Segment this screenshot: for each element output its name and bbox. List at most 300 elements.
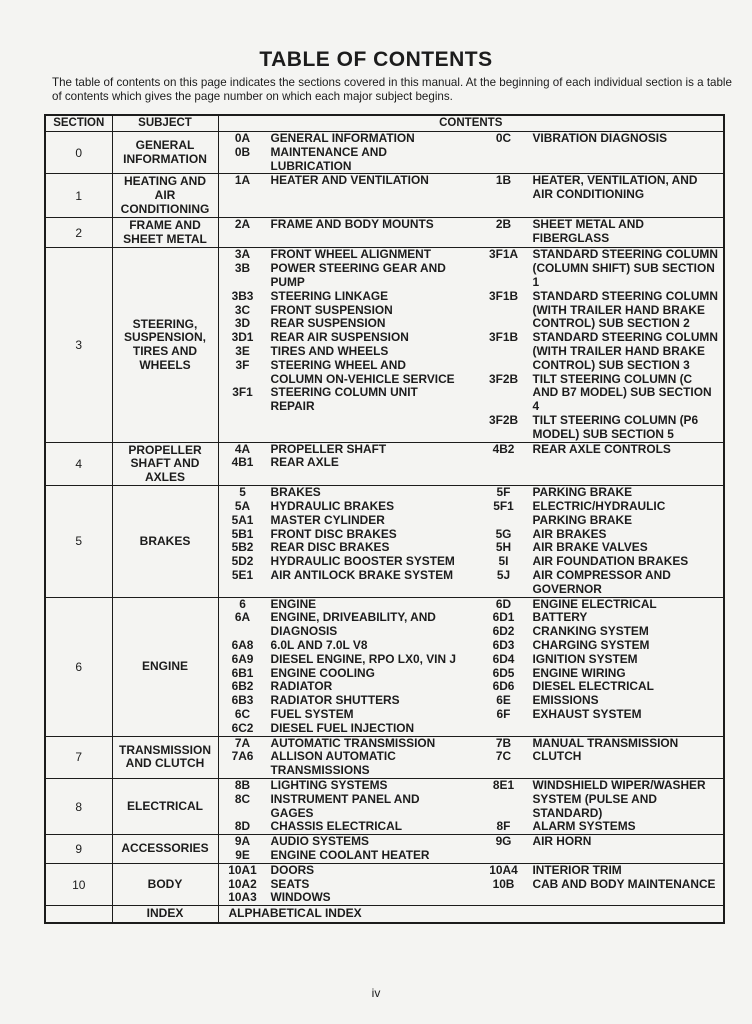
left-code: 3B3 <box>231 288 254 303</box>
right-code: 6D3 <box>492 638 515 653</box>
right-code: 8F <box>496 819 511 834</box>
intro-paragraph: The table of contents on this page indicates the sections covered in this manual. At the beginning of each individual section is a table of contents which gives the page number on which each major subject begins. <box>52 76 732 103</box>
section-row <box>45 779 724 835</box>
left-title: PUMP <box>270 274 305 289</box>
left-code: 8B <box>234 778 251 793</box>
left-code: 4B1 <box>231 455 254 470</box>
left-title <box>267 414 477 428</box>
left-code: 3D <box>234 316 251 331</box>
contents-line <box>219 146 724 160</box>
left-code: 6B3 <box>231 693 254 708</box>
section-subject: FRAME AND SHEET METAL <box>112 218 218 248</box>
contents-line <box>219 891 724 905</box>
section-number: 8 <box>45 779 112 835</box>
right-code: 0C <box>495 131 512 145</box>
right-code: 3F2B <box>488 412 519 427</box>
right-code: 6D2 <box>492 624 515 639</box>
section-row <box>45 442 724 486</box>
right-code <box>477 849 531 863</box>
left-code: 10A3 <box>228 890 257 905</box>
right-title <box>531 146 724 160</box>
section-row <box>45 597 724 736</box>
contents-line <box>219 304 724 318</box>
left-code: 3A <box>234 247 251 262</box>
contents-line <box>219 202 724 216</box>
contents-line <box>219 486 724 500</box>
right-title: ENGINE ELECTRICAL <box>532 597 657 611</box>
section-contents <box>218 486 724 597</box>
right-code: 6D1 <box>492 610 515 625</box>
contents-line <box>219 708 724 722</box>
left-code: 5D2 <box>231 554 254 569</box>
contents-line <box>219 248 724 262</box>
left-code <box>219 428 267 442</box>
left-title: BRAKES <box>270 485 321 500</box>
left-code: 9A <box>234 834 251 849</box>
index-subject: INDEX <box>112 906 218 923</box>
contents-line <box>219 667 724 681</box>
contents-line <box>219 722 724 736</box>
left-title <box>267 188 477 202</box>
contents-line <box>219 160 724 174</box>
right-title: ALARM SYSTEMS <box>532 820 636 834</box>
right-code <box>477 428 531 442</box>
contents-line <box>219 174 724 188</box>
section-subject: BODY <box>112 863 218 905</box>
left-title: LIGHTING SYSTEMS <box>270 778 388 793</box>
left-title: SEATS <box>270 876 310 891</box>
left-code <box>219 188 267 202</box>
right-title <box>531 470 724 484</box>
right-title: GOVERNOR <box>532 582 602 596</box>
contents-line <box>219 653 724 667</box>
left-title: DIESEL FUEL INJECTION <box>270 720 415 735</box>
page-number: iv <box>371 986 381 1000</box>
right-code <box>477 317 531 331</box>
left-title: FRONT WHEEL ALIGNMENT <box>270 247 432 262</box>
section-contents <box>218 174 724 218</box>
contents-line <box>219 820 724 834</box>
left-title: POWER STEERING GEAR AND <box>270 261 446 276</box>
index-row <box>45 906 724 923</box>
contents-line <box>219 807 724 821</box>
left-title: HYDRAULIC BRAKES <box>270 499 395 514</box>
left-code: 10A2 <box>228 876 257 891</box>
right-code <box>477 583 531 597</box>
right-title: (WITH TRAILER HAND BRAKE <box>532 303 705 317</box>
left-code: 8C <box>234 791 251 806</box>
left-title: HEATER AND VENTILATION <box>270 173 429 188</box>
contents-line <box>219 345 724 359</box>
contents-line <box>219 555 724 569</box>
left-title: REAR AXLE <box>270 455 339 470</box>
right-title: SHEET METAL AND <box>532 218 644 232</box>
right-title: 1 <box>532 275 540 289</box>
right-title: STANDARD STEERING COLUMN <box>532 248 718 262</box>
left-title: RADIATOR SHUTTERS <box>270 693 400 708</box>
right-title: STANDARD) <box>532 806 603 820</box>
left-code: 3F1 <box>232 385 253 400</box>
left-title: 6.0L AND 7.0L V8 <box>270 638 368 653</box>
contents-line <box>219 793 724 807</box>
right-code: 3F1B <box>488 288 519 303</box>
left-title: ENGINE, DRIVEABILITY, AND <box>270 610 436 625</box>
section-subject: ACCESSORIES <box>112 835 218 864</box>
left-code <box>219 414 267 428</box>
left-title: FRAME AND BODY MOUNTS <box>270 217 434 232</box>
right-code <box>477 262 531 276</box>
right-code: 2B <box>495 217 512 232</box>
right-code: 5H <box>495 540 512 555</box>
section-number: 3 <box>45 248 112 442</box>
left-code: 5E1 <box>231 568 254 583</box>
right-code <box>477 386 531 400</box>
left-code: 3E <box>235 343 250 358</box>
right-code: 10B <box>492 876 515 891</box>
right-code <box>477 807 531 821</box>
contents-line <box>219 541 724 555</box>
left-code <box>219 400 267 414</box>
contents-line <box>219 132 724 146</box>
right-title: AIR FOUNDATION BRAKES <box>532 555 689 569</box>
right-title: CHARGING SYSTEM <box>532 639 650 653</box>
contents-line <box>219 188 724 202</box>
left-code: 8D <box>234 819 251 834</box>
left-title: HYDRAULIC BOOSTER SYSTEM <box>270 554 455 569</box>
section-row <box>45 736 724 778</box>
right-title: EXHAUST SYSTEM <box>532 708 642 722</box>
left-title: STEERING COLUMN UNIT <box>270 385 418 400</box>
section-number: 2 <box>45 218 112 248</box>
left-title: DOORS <box>270 862 315 877</box>
contents-line <box>219 764 724 778</box>
left-code: 6B2 <box>231 679 254 694</box>
left-code <box>219 373 267 387</box>
section-number: 1 <box>45 174 112 218</box>
left-title <box>267 202 477 216</box>
right-title: HEATER, VENTILATION, AND <box>532 174 698 188</box>
right-title: WINDSHIELD WIPER/WASHER <box>532 779 706 793</box>
right-code <box>477 793 531 807</box>
right-title: BATTERY <box>532 611 588 625</box>
right-title: FIBERGLASS <box>532 231 610 245</box>
contents-line <box>219 625 724 639</box>
left-title: WINDOWS <box>270 890 331 905</box>
right-title: ELECTRIC/HYDRAULIC <box>532 500 666 514</box>
section-subject: ENGINE <box>112 597 218 736</box>
section-number: 4 <box>45 442 112 486</box>
right-title <box>531 160 724 174</box>
right-title: IGNITION SYSTEM <box>532 652 638 666</box>
right-title: MODEL) SUB SECTION 5 <box>532 427 674 441</box>
left-code <box>219 583 267 597</box>
index-contents: ALPHABETICAL INDEX <box>218 906 724 923</box>
section-subject: GENERAL INFORMATION <box>112 132 218 174</box>
contents-line <box>219 400 724 414</box>
right-title: STANDARD STEERING COLUMN <box>532 289 718 303</box>
right-code <box>477 470 531 484</box>
section-number: 0 <box>45 132 112 174</box>
right-title: TILT STEERING COLUMN (C <box>532 372 693 386</box>
left-title <box>267 428 477 442</box>
left-title: REAR SUSPENSION <box>270 316 386 331</box>
left-code <box>219 202 267 216</box>
right-title: DIESEL ELECTRICAL <box>532 680 654 694</box>
contents-line <box>219 835 724 849</box>
section-row <box>45 248 724 442</box>
right-title <box>531 891 724 905</box>
right-title: VIBRATION DIAGNOSIS <box>532 132 668 145</box>
contents-line <box>219 583 724 597</box>
contents-line <box>219 639 724 653</box>
section-subject: HEATING AND AIR CONDITIONING <box>112 174 218 218</box>
right-code <box>477 345 531 359</box>
left-title: FUEL SYSTEM <box>270 707 354 722</box>
left-code <box>219 625 267 639</box>
right-code: 7B <box>495 735 512 750</box>
left-title: CHASSIS ELECTRICAL <box>270 819 402 834</box>
left-title: REAR DISC BRAKES <box>270 540 390 555</box>
section-contents <box>218 442 724 486</box>
right-code <box>477 160 531 174</box>
right-code: 6E <box>496 693 511 708</box>
section-row <box>45 132 724 174</box>
right-code <box>477 232 531 246</box>
section-contents <box>218 218 724 248</box>
right-code <box>477 722 531 736</box>
left-code: 4A <box>234 441 251 456</box>
right-code: 6D6 <box>492 679 515 694</box>
left-title: AUDIO SYSTEMS <box>270 834 369 849</box>
right-code: 3F1B <box>488 330 519 345</box>
left-code: 2A <box>234 217 251 232</box>
left-title: TIRES AND WHEELS <box>270 343 389 358</box>
left-code: 0A <box>234 131 251 145</box>
left-code: 5A1 <box>231 512 254 527</box>
right-title: SYSTEM (PULSE AND <box>532 792 657 806</box>
left-title: INSTRUMENT PANEL AND <box>270 791 420 806</box>
left-code: 6C2 <box>231 720 254 735</box>
right-title <box>531 202 724 216</box>
contents-line <box>219 276 724 290</box>
contents-line <box>219 262 724 276</box>
left-code: 10A1 <box>228 862 257 877</box>
section-contents <box>218 835 724 864</box>
right-code: 7C <box>495 749 512 764</box>
right-title: CAB AND BODY MAINTENANCE <box>532 877 716 891</box>
left-code: 5B1 <box>231 526 254 541</box>
contents-line <box>219 694 724 708</box>
contents-line <box>219 500 724 514</box>
contents-line <box>219 428 724 442</box>
right-code: 5I <box>498 554 509 569</box>
left-title: MASTER CYLINDER <box>270 512 385 527</box>
right-code <box>477 764 531 778</box>
right-title: PARKING BRAKE <box>532 486 633 500</box>
left-code <box>219 276 267 290</box>
right-title: (WITH TRAILER HAND BRAKE <box>532 344 705 358</box>
left-code <box>219 470 267 484</box>
right-code: 3F2B <box>488 371 519 386</box>
right-title <box>531 764 724 778</box>
right-code <box>477 359 531 373</box>
left-title: RADIATOR <box>270 679 333 694</box>
section-row <box>45 174 724 218</box>
section-number: 6 <box>45 597 112 736</box>
left-title: FRONT DISC BRAKES <box>270 526 397 541</box>
header-subject: SUBJECT <box>112 115 218 132</box>
contents-line <box>219 569 724 583</box>
section-contents <box>218 132 724 174</box>
section-contents <box>218 863 724 905</box>
left-code: 5A <box>234 499 251 514</box>
left-code <box>219 807 267 821</box>
left-code: 7A6 <box>231 749 254 764</box>
left-code: 6C <box>234 707 251 722</box>
left-code: 3C <box>234 302 251 317</box>
header-section: SECTION <box>45 115 112 132</box>
right-code <box>477 146 531 160</box>
contents-line <box>219 414 724 428</box>
left-title: DIAGNOSIS <box>270 624 338 639</box>
left-title: MAINTENANCE AND <box>270 144 387 159</box>
right-code <box>477 304 531 318</box>
right-code <box>477 456 531 470</box>
right-code <box>477 400 531 414</box>
left-title <box>267 470 477 484</box>
left-title <box>267 232 477 246</box>
section-subject: PROPELLER SHAFT AND AXLES <box>112 442 218 486</box>
section-contents <box>218 736 724 778</box>
section-row <box>45 218 724 248</box>
right-code <box>477 202 531 216</box>
contents-line <box>219 864 724 878</box>
contents-line <box>219 331 724 345</box>
right-title: (COLUMN SHIFT) SUB SECTION <box>532 262 715 276</box>
right-title: REAR AXLE CONTROLS <box>532 442 671 456</box>
left-title: ENGINE COOLANT HEATER <box>270 848 430 863</box>
left-code: 6A9 <box>231 651 254 666</box>
right-code <box>477 891 531 905</box>
left-title: GAGES <box>270 805 314 820</box>
right-code: 9G <box>495 834 512 849</box>
left-title: TRANSMISSIONS <box>270 763 370 778</box>
left-title: REPAIR <box>270 399 315 414</box>
section-number: 9 <box>45 835 112 864</box>
right-title <box>531 456 724 470</box>
right-title: EMISSIONS <box>532 694 599 708</box>
right-code: 8E1 <box>492 778 515 793</box>
contents-line <box>219 598 724 612</box>
right-title: INTERIOR TRIM <box>532 863 622 877</box>
left-code: 6A8 <box>231 638 254 653</box>
right-title: AIR CONDITIONING <box>532 188 645 202</box>
left-title: COLUMN ON-VEHICLE SERVICE <box>270 371 455 386</box>
section-contents <box>218 779 724 835</box>
contents-line <box>219 317 724 331</box>
right-title: MANUAL TRANSMISSION <box>532 736 679 750</box>
contents-line <box>219 456 724 470</box>
table-header-row <box>45 115 724 132</box>
left-code: 7A <box>234 735 251 750</box>
right-code <box>477 514 531 528</box>
right-code <box>477 188 531 202</box>
section-subject: STEERING, SUSPENSION, TIRES AND WHEELS <box>112 248 218 442</box>
contents-line <box>219 359 724 373</box>
right-code <box>477 276 531 290</box>
right-code: 6F <box>496 707 511 722</box>
left-title <box>267 583 477 597</box>
left-code: 5B2 <box>231 540 254 555</box>
right-code: 5G <box>495 526 512 541</box>
right-title: CONTROL) SUB SECTION 2 <box>532 317 690 331</box>
left-code: 6 <box>239 596 246 611</box>
right-title: CONTROL) SUB SECTION 3 <box>532 358 690 372</box>
section-subject: TRANSMISSION AND CLUTCH <box>112 736 218 778</box>
contents-line <box>219 218 724 232</box>
left-title: FRONT SUSPENSION <box>270 302 393 317</box>
left-title: ALLISON AUTOMATIC <box>270 749 396 764</box>
left-title: PROPELLER SHAFT <box>270 441 387 456</box>
right-code: 10A4 <box>489 862 518 877</box>
header-contents: CONTENTS <box>218 115 724 132</box>
right-title: ENGINE WIRING <box>532 666 626 680</box>
contents-line <box>219 386 724 400</box>
right-title: 4 <box>532 400 540 414</box>
left-title: ENGINE COOLING <box>270 665 375 680</box>
section-number: 7 <box>45 736 112 778</box>
left-title: REAR AIR SUSPENSION <box>270 330 409 345</box>
section-number: 10 <box>45 863 112 905</box>
section-contents <box>218 597 724 736</box>
page-title: TABLE OF CONTENTS <box>259 48 493 71</box>
section-row <box>45 863 724 905</box>
left-title: GENERAL INFORMATION <box>270 131 415 145</box>
contents-line <box>219 514 724 528</box>
section-number: 5 <box>45 486 112 597</box>
left-title: DIESEL ENGINE, RPO LX0, VIN J <box>270 651 456 666</box>
left-code: 9E <box>235 848 250 863</box>
section-row <box>45 486 724 597</box>
left-code: 3B <box>234 261 251 276</box>
left-title: AUTOMATIC TRANSMISSION <box>270 735 436 750</box>
left-code: 6A <box>234 610 251 625</box>
right-title <box>531 849 724 863</box>
left-code: 1A <box>234 173 251 188</box>
right-title: CRANKING SYSTEM <box>532 625 649 639</box>
contents-line <box>219 443 724 457</box>
contents-line <box>219 849 724 863</box>
right-code: 6D4 <box>492 651 515 666</box>
contents-line <box>219 779 724 793</box>
contents-line <box>219 737 724 751</box>
right-code: 5J <box>496 568 511 583</box>
right-code: 6D5 <box>492 665 515 680</box>
left-code: 0B <box>234 144 251 159</box>
contents-line <box>219 680 724 694</box>
left-code <box>219 764 267 778</box>
right-code: 5F1 <box>493 499 514 514</box>
contents-line <box>219 470 724 484</box>
contents-line <box>219 878 724 892</box>
left-code: 3F <box>235 357 250 372</box>
left-title: LUBRICATION <box>270 158 352 173</box>
contents-table <box>44 114 725 924</box>
contents-line <box>219 611 724 625</box>
left-code: 6B1 <box>231 665 254 680</box>
right-title: AIR HORN <box>532 835 592 849</box>
left-title: ENGINE <box>270 596 317 611</box>
